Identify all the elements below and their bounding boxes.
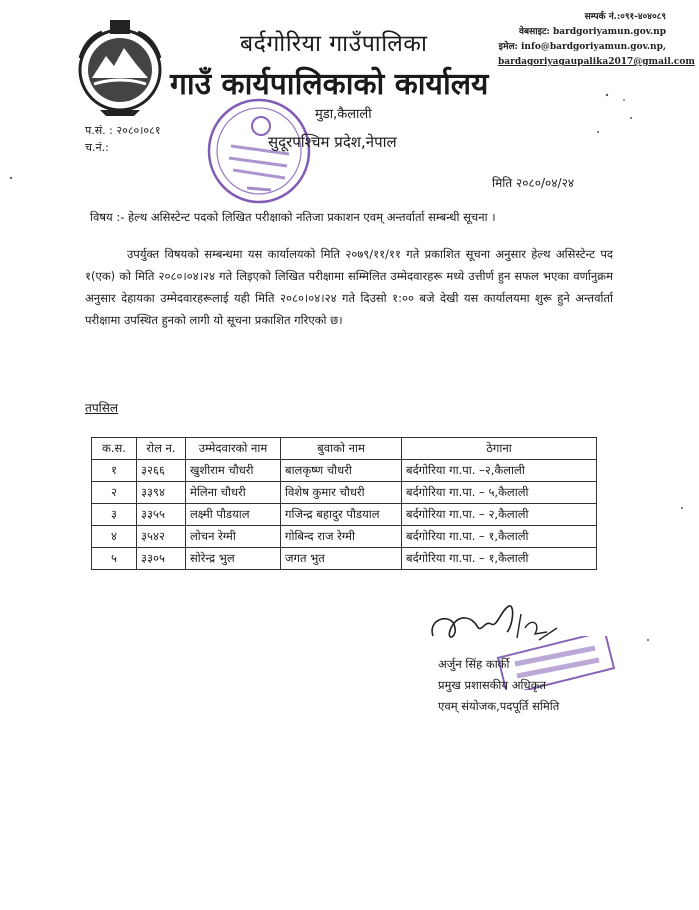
cell-serial: २	[92, 482, 137, 504]
cell-serial: ५	[92, 548, 137, 570]
cell-candidate: सोरेन्द्र भुल	[186, 548, 281, 570]
dispatch-number: च.नं.:	[85, 141, 109, 154]
table-row	[92, 548, 597, 570]
cell-candidate: लोचन रेग्मी	[186, 526, 281, 548]
office-name: गाउँ कार्यपालिकाको कार्यालय	[170, 67, 489, 102]
letter-number: प.सं. : २०८०।०८१	[85, 124, 161, 137]
col-header-roll: रोल न.	[137, 438, 186, 460]
col-header-candidate: उम्मेदवारको नाम	[186, 438, 281, 460]
col-header-serial: क.स.	[92, 438, 137, 460]
cell-serial: १	[92, 460, 137, 482]
signatory-block	[438, 654, 559, 717]
cell-father: विशेष कुमार चौधरी	[281, 482, 402, 504]
email: इमेल: info@bardgoriyamun.gov.np,	[498, 42, 666, 52]
details-heading: तपसिल	[85, 401, 119, 415]
signatory-title: प्रमुख प्रशासकीय अधिकृत	[438, 678, 546, 692]
signatory-role: एवम् संयोजक,पदपूर्ति समिति	[438, 699, 560, 713]
col-header-father: बुवाको नाम	[281, 438, 402, 460]
notice-date: मिति २०८०/०४/२४	[492, 176, 575, 190]
table-row	[92, 526, 597, 548]
cell-father: गजिन्द्र बहादुर पौडयाल	[281, 504, 402, 526]
notice-body: उपर्युक्त विषयको सम्बन्धमा यस कार्यालयको मिति २०७९/११/११ गते प्रकाशित सूचना अनुसार हेल्थ असिस्टेन्ट पद १(एक) को मिति २०८०।०४।२४ गते लिइएको लिखित परीक्षामा सम्मिलित उम्मेदवारहरू मध्ये उत्तीर्ण हुन सफल भएका वर्णानुक्रम अनुसार देहायका उम्मेदवारहरूलाई यही मिति २०८०।०४।२४ गते दिउसो १:०० बजे देखी यस कार्यालयमा शुरू हुने अन्तर्वार्ता परीक्षामा उपस्थित हुनको लागी यो सूचना प्रकाशित गरिएको छ।	[85, 247, 613, 327]
candidate-table	[91, 437, 597, 570]
table-row	[92, 482, 597, 504]
cell-serial: ३	[92, 504, 137, 526]
cell-roll: ३३५५	[137, 504, 186, 526]
contact-block	[498, 10, 695, 70]
cell-roll: ३३०५	[137, 548, 186, 570]
cell-roll: ३३९४	[137, 482, 186, 504]
cell-address: बर्दगोरिया गा.पा. – ५,कैलाली	[402, 482, 597, 504]
col-header-address: ठेगाना	[402, 438, 597, 460]
cell-roll: ३२६६	[137, 460, 186, 482]
cell-address: बर्दगोरिया गा.पा. – १,कैलाली	[402, 548, 597, 570]
municipality-name: बर्दगोरिया गाउँपालिका	[240, 31, 428, 57]
office-location: मुडा,कैलाली	[315, 107, 372, 122]
reference-block	[85, 122, 161, 156]
cell-address: बर्दगोरिया गा.पा. – २,कैलाली	[402, 504, 597, 526]
cell-father: बालकृष्ण चौधरी	[281, 460, 402, 482]
table-header-row	[92, 438, 597, 460]
cell-roll: ३५४२	[137, 526, 186, 548]
cell-candidate: खुशीराम चौधरी	[186, 460, 281, 482]
cell-serial: ४	[92, 526, 137, 548]
notice-subject: विषय :- हेल्थ असिस्टेन्ट पदको लिखित परीक्षाको नतिजा प्रकाशन एवम् अन्तर्वार्ता सम्बन्धी सूचना ।	[90, 210, 496, 224]
office-province: सुदूरपश्चिम प्रदेश,नेपाल	[268, 133, 397, 151]
cell-address: बर्दगोरिया गा.पा. – १,कैलाली	[402, 526, 597, 548]
cell-address: बर्दगोरिया गा.पा. –२,कैलाली	[402, 460, 597, 482]
cell-father: जगत भुत	[281, 548, 402, 570]
cell-father: गोबिन्द राज रेग्मी	[281, 526, 402, 548]
municipality-emblem	[72, 18, 168, 118]
email-secondary: bardagoriyagaupalika2017@gmail.com	[498, 57, 695, 67]
table-row	[92, 504, 597, 526]
website: वेबसाइट: bardgoriyamun.gov.np	[519, 27, 666, 37]
signatory-name: अर्जुन सिंह कार्की	[438, 657, 510, 671]
cell-candidate: मेलिना चौधरी	[186, 482, 281, 504]
phone-number: सम्पर्क नं.:०९१-४०४०८९	[584, 12, 666, 22]
table-row	[92, 460, 597, 482]
cell-candidate: लक्ष्मी पौडयाल	[186, 504, 281, 526]
